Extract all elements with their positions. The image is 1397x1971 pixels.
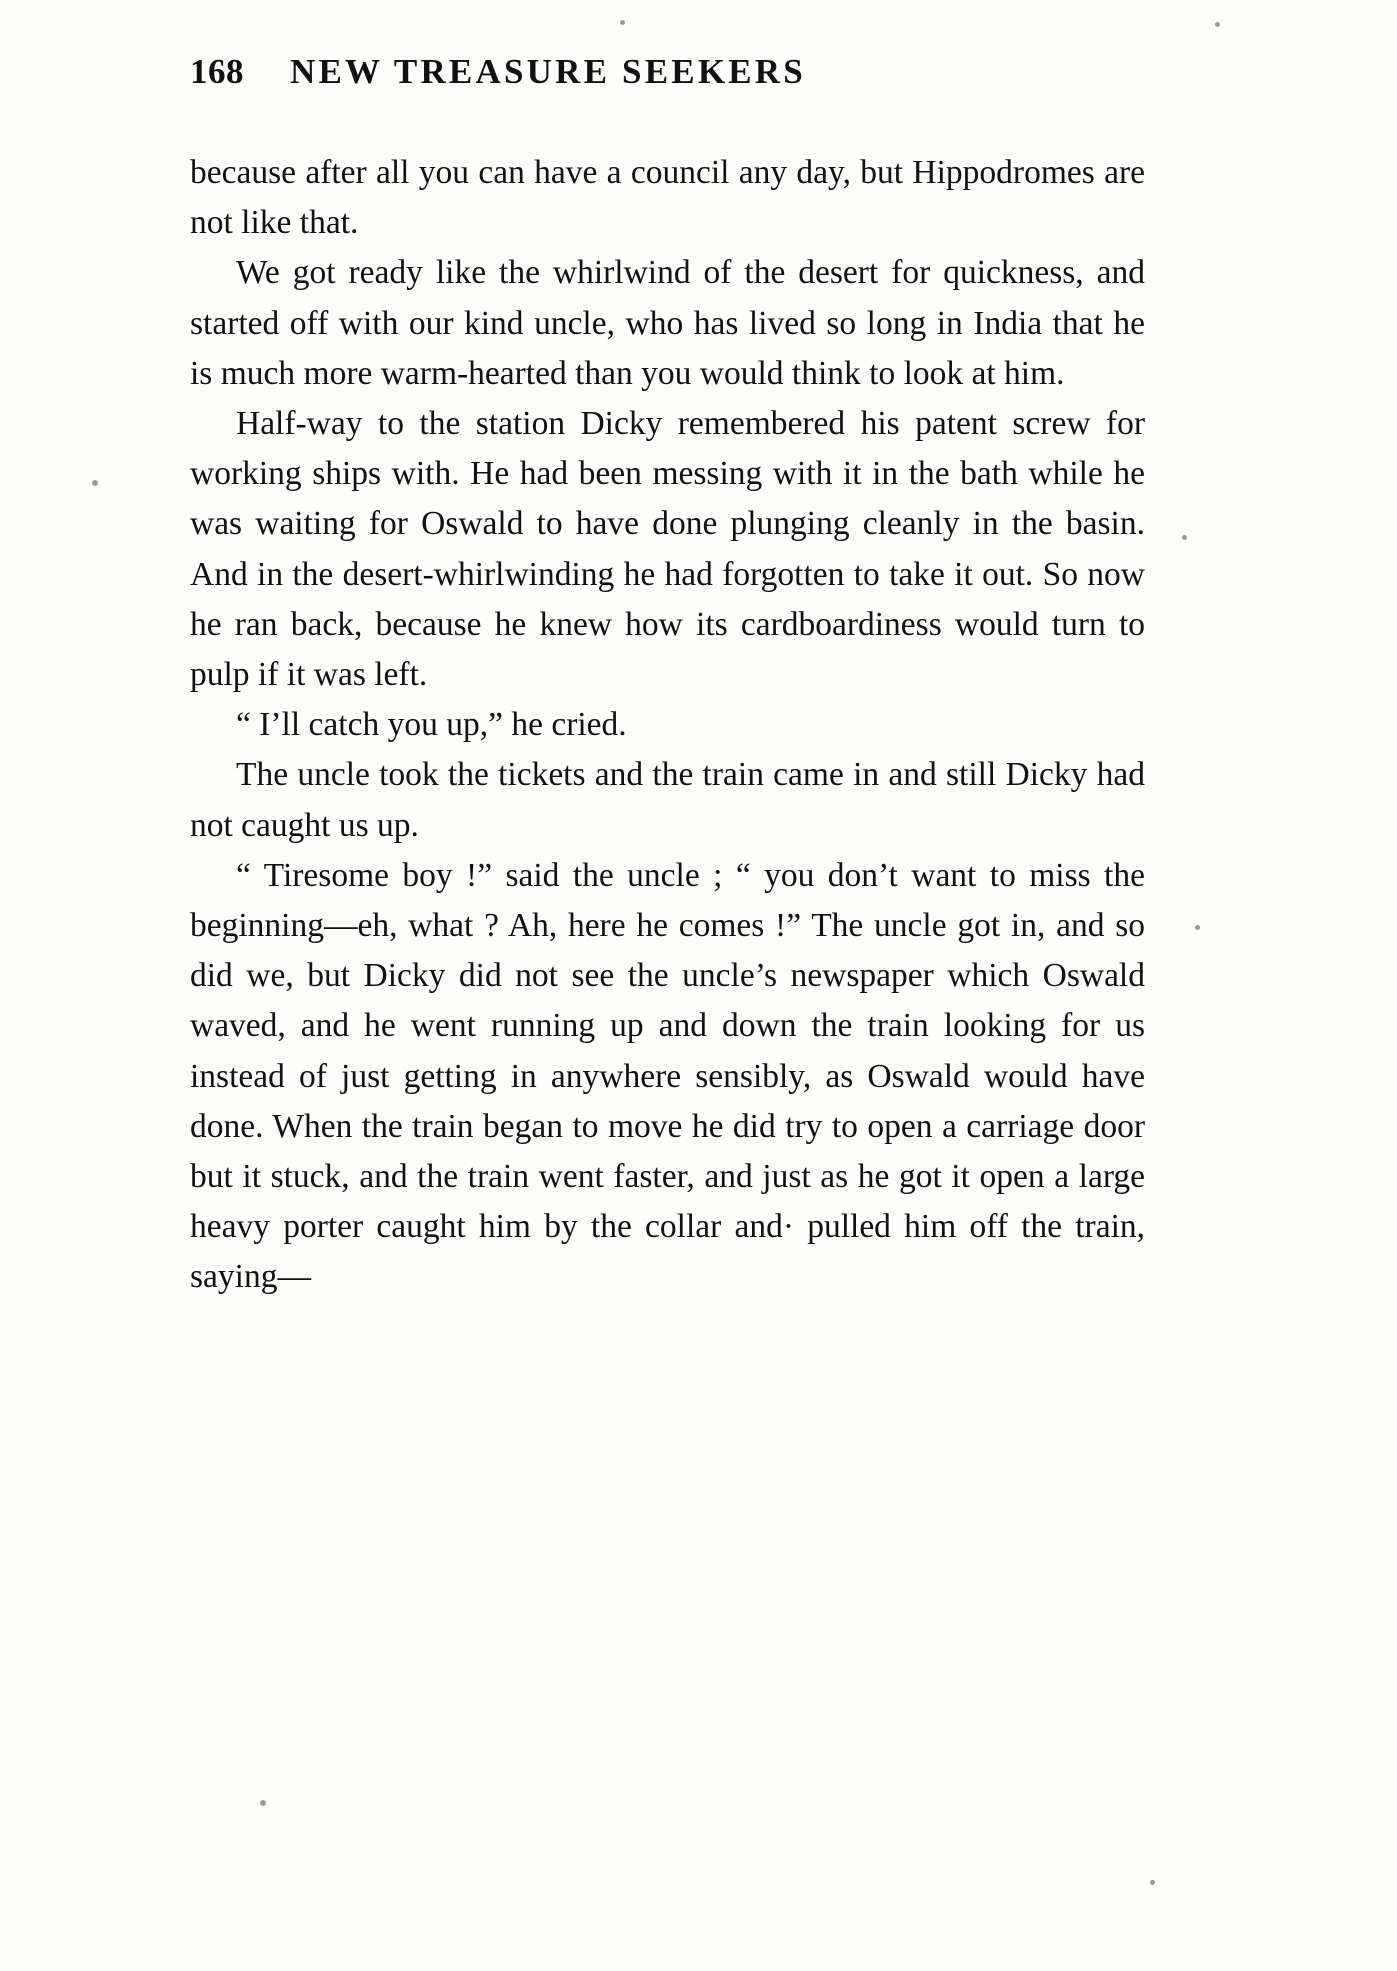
- scan-speck: [1182, 535, 1187, 540]
- body-text: [190, 148, 1145, 1303]
- scan-speck: [1150, 1880, 1155, 1885]
- running-title: NEW TREASURE SEEKERS: [290, 52, 806, 91]
- page-header: [190, 52, 1030, 92]
- paragraph: We got ready like the whirlwind of the desert for quickness, and started off with our kind uncle, who has lived so long in India that he is much more warm-hearted than you would think to look at him.: [190, 254, 1145, 392]
- scan-speck: [1195, 925, 1200, 930]
- page-number: 168: [190, 52, 244, 91]
- scan-speck: [92, 480, 98, 486]
- paragraph: The uncle took the tickets and the train came in and still Dicky had not caught us up.: [190, 756, 1145, 844]
- scan-speck: [260, 1800, 266, 1806]
- scan-speck: [620, 20, 625, 25]
- paragraph: because after all you can have a council any day, but Hippodromes are not like that.: [190, 154, 1145, 242]
- scan-speck: [1215, 22, 1220, 27]
- paragraph: “ Tiresome boy !” said the uncle ; “ you don’t want to miss the beginning—eh, what ? Ah, here he comes !” The uncle got in, and so did we, but Dicky did not see the uncle’s newspaper which Oswald waved, and he went running up and down the train looking for us instead of just getting in anywhere sensibly, as Oswald would have done. When the train began to move he did try to open a carriage door but it stuck, and the train went faster, and just as he got it open a large heavy porter caught him by the collar and· pulled him off the train, saying—: [190, 856, 1145, 1296]
- paragraph: “ I’ll catch you up,” he cried.: [236, 706, 627, 744]
- paragraph: Half-way to the station Dicky remembered his patent screw for working ships with. He had been messing with it in the bath while he was waiting for Oswald to have done plunging cleanly in the basin. And in the desert-whirlwinding he had forgotten to take it out. So now he ran back, because he knew how its cardboardiness would turn to pulp if it was left.: [190, 405, 1145, 694]
